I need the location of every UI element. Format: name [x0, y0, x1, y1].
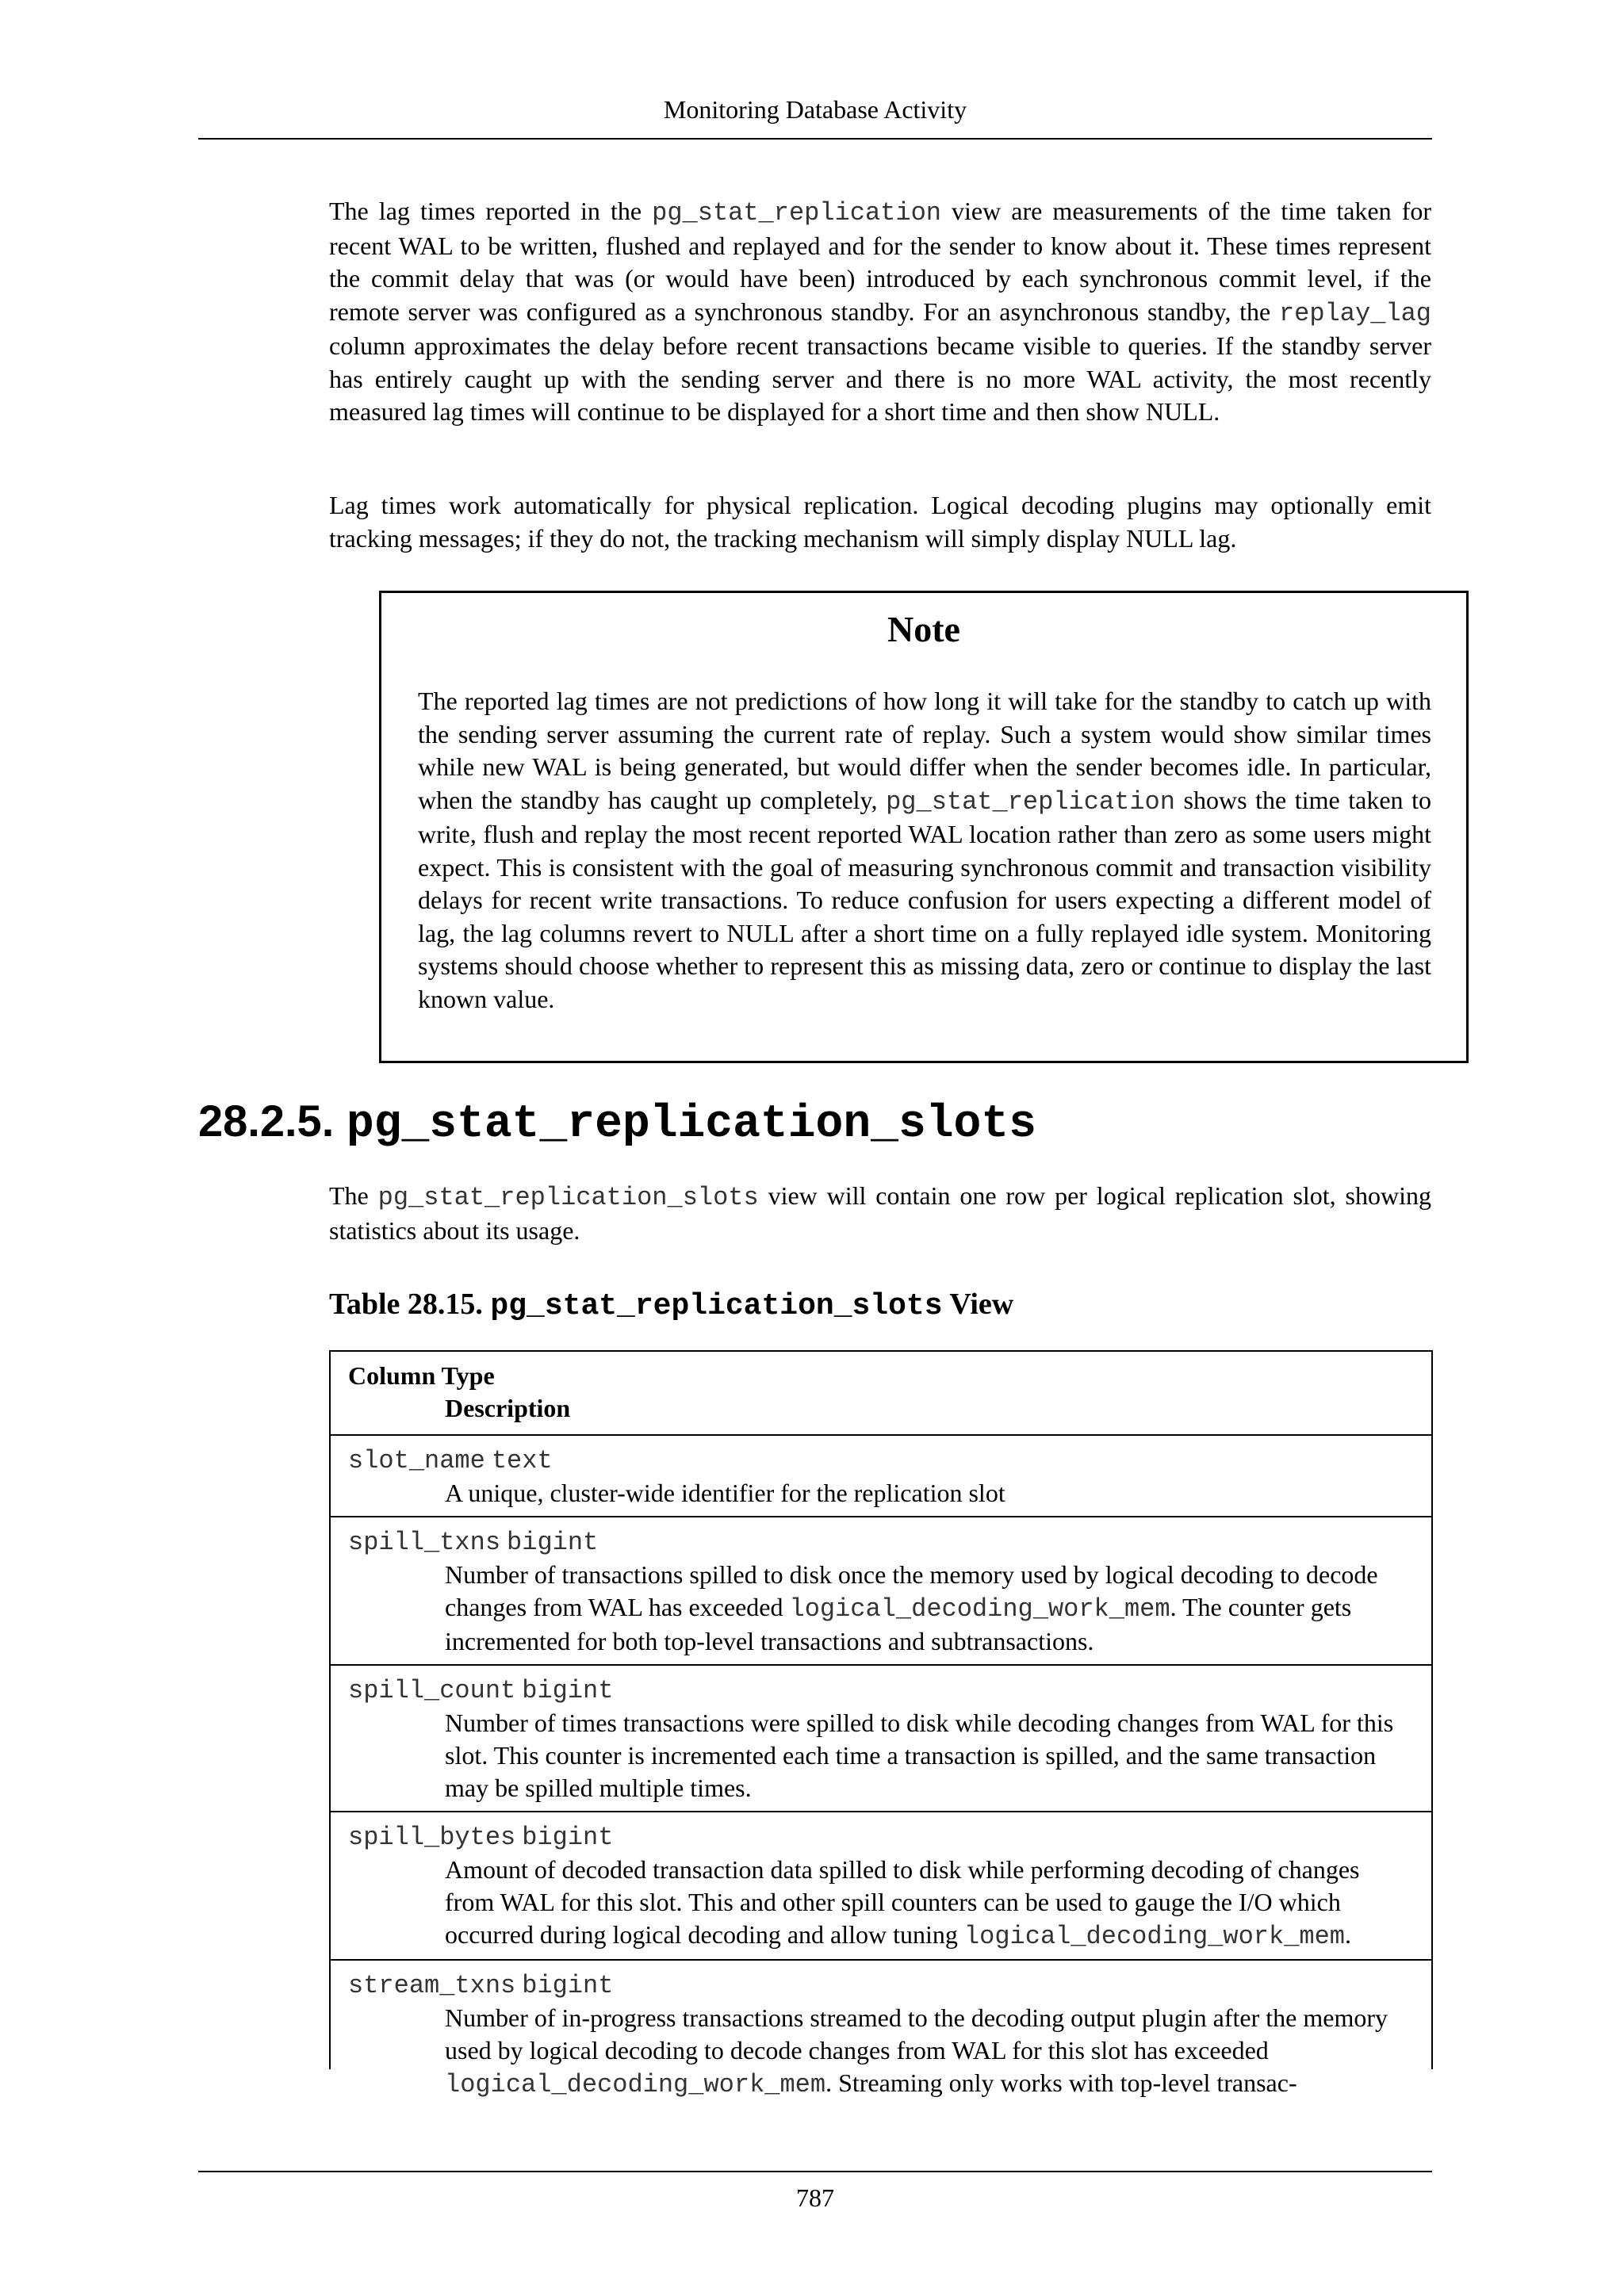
- column-name: spill_txns: [348, 1528, 501, 1557]
- column-signature: [348, 1820, 1414, 1854]
- text: Number of transactions spilled to disk once the memory used by logical decoding to decode changes from WAL has exceeded: [445, 1560, 1378, 1621]
- code-replay-lag: replay_lag: [1278, 298, 1431, 328]
- text: The lag times reported in the: [329, 197, 653, 225]
- code-pg-stat-replication: pg_stat_replication: [652, 198, 941, 228]
- column-name: stream_txns: [348, 1971, 516, 2000]
- running-header: Monitoring Database Activity: [663, 95, 967, 124]
- column-type: bigint: [507, 1528, 599, 1557]
- page-number: 787: [796, 2183, 834, 2212]
- paragraph-lag-automatic: Lag times work automatically for physical replication. Logical decoding plugins may optionally emit tracking messages; if they do not, the tracking mechanism will simply display NULL lag.: [329, 491, 1431, 553]
- note-title: Note: [887, 609, 960, 649]
- text: A unique, cluster-wide identifier for the replication slot: [445, 1479, 1005, 1507]
- column-type: bigint: [522, 1676, 614, 1705]
- text: Number of times transactions were spilled to disk while decoding changes from WAL for this slot. This counter is incremented each time a transaction is spilled, and the same transaction may be spilled multiple times.: [445, 1709, 1394, 1802]
- code-pg-stat-replication: pg_stat_replication: [886, 786, 1175, 817]
- section-name: pg_stat_replication_slots: [346, 1099, 1036, 1150]
- code-term: logical_decoding_work_mem: [963, 1922, 1345, 1951]
- note-box: [379, 591, 1469, 1063]
- section-heading: [198, 1093, 1036, 1154]
- text: The reported lag times are not predictions of how long it will take for the standby to catch up with the sending server assuming the current rate of replay. Such a system would show similar times while new WAL is being generated, but would differ when the sender becomes idle. In particular, when the standby has caught up completely,: [418, 687, 1431, 814]
- table-row: [331, 1812, 1431, 1961]
- text: Number of in-progress transactions streamed to the decoding output plugin after the memory used by logical decoding to decode changes from WAL for this slot has exceeded: [445, 2003, 1388, 2064]
- section-number: 28.2.5.: [198, 1096, 335, 1146]
- column-signature: [348, 1968, 1414, 2002]
- note-body: [418, 685, 1431, 1016]
- table-caption: [329, 1284, 1013, 1326]
- text: . The counter gets incremented for both top-level transactions and subtransactions.: [445, 1593, 1352, 1655]
- column-type: text: [491, 1446, 553, 1475]
- view-table: [329, 1350, 1433, 2099]
- text: . Streaming only works with top-level transac-: [825, 2068, 1297, 2097]
- paragraph-replication-slots: [329, 1180, 1431, 1247]
- table-body: [331, 1436, 1431, 2099]
- column-name: spill_bytes: [348, 1823, 516, 1852]
- column-signature: [348, 1443, 1414, 1477]
- column-description: [348, 2002, 1414, 2101]
- code-pg-stat-replication-slots: pg_stat_replication_slots: [377, 1183, 759, 1212]
- column-description: [348, 1707, 1414, 1804]
- code-term: logical_decoding_work_mem: [789, 1594, 1170, 1624]
- header-description: Description: [445, 1394, 571, 1422]
- text: .: [1345, 1920, 1351, 1949]
- caption-prefix: Table 28.15.: [329, 1288, 491, 1321]
- table-row: [331, 1961, 1431, 2099]
- text: view are measurements of the time taken for recent WAL to be written, flushed and replayed and for the sender to know about it. These times represent the commit delay that was (or would have been) introduced by each synchronous commit level, if the remote server was configured as a synchronous standby. For an asynchronous standby, the: [329, 197, 1432, 326]
- caption-suffix: View: [942, 1288, 1014, 1321]
- column-description: [348, 1477, 1414, 1510]
- column-signature: [348, 1673, 1414, 1707]
- column-signature: [348, 1525, 1414, 1559]
- column-name: spill_count: [348, 1676, 516, 1705]
- table-row: [331, 1517, 1431, 1666]
- table-row: [331, 1436, 1431, 1517]
- column-type: bigint: [522, 1971, 614, 2000]
- footer-rule: [198, 2171, 1432, 2172]
- column-description: [348, 1559, 1414, 1658]
- paragraph-lag-times: [329, 195, 1431, 429]
- table-header-row: [331, 1352, 1431, 1436]
- code-term: logical_decoding_work_mem: [445, 2070, 826, 2099]
- header-rule: [198, 138, 1432, 140]
- text: shows the time taken to write, flush and replay the most recent reported WAL location rather than zero as some users might expect. This is consistent with the goal of measuring synchronous commit and transaction visibility delays for recent write transactions. To reduce confusion for users expecting a different model of lag, the lag columns revert to NULL after a short time on a fully replayed idle system. Monitoring systems should choose whether to represent this as missing data, zero or continue to display the last known value.: [418, 785, 1432, 1013]
- text: Amount of decoded transaction data spilled to disk while performing decoding of changes from WAL for this slot. This and other spill counters can be used to gauge the I/O which occurred during logical decoding and allow tuning: [445, 1855, 1360, 1949]
- header-column-type: Column Type: [348, 1361, 495, 1390]
- caption-code: pg_stat_replication_slots: [490, 1289, 943, 1323]
- text: column approximates the delay before recent transactions became visible to queries. If the standby server has entirely caught up with the sending server and there is no more WAL activity, the most recently measured lag times will continue to be displayed for a short time and then show NULL.: [329, 331, 1431, 426]
- column-name: slot_name: [348, 1446, 485, 1475]
- text: The: [329, 1181, 378, 1210]
- column-type: bigint: [522, 1823, 614, 1852]
- column-description: [348, 1854, 1414, 1953]
- table-row: [331, 1666, 1431, 1812]
- text: view will contain one row per logical replication slot, showing statistics about its usage.: [329, 1181, 1432, 1245]
